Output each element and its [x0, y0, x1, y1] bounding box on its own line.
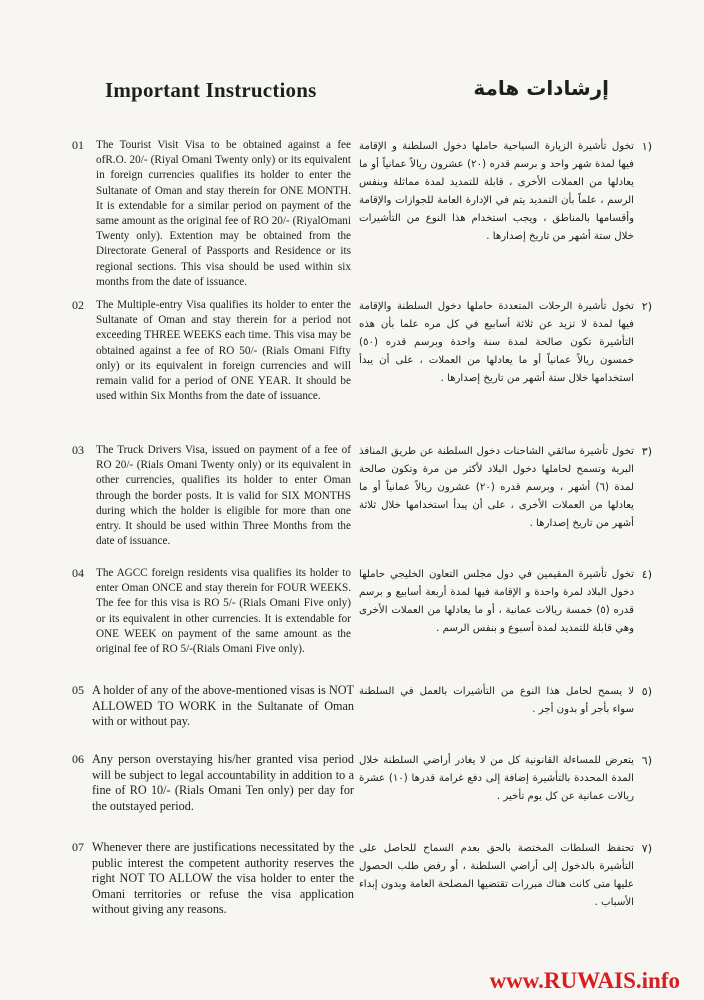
title-english: Important Instructions: [105, 78, 317, 102]
item-text-arabic: يتعرض للمساءلة القانونية كل من لا يغادر أراضي السلطنة خلال المدة المحددة بالتأشيرة إضافة إلى دفع غرامة قدرها (١٠) عشرة ريالات عمانية عن كل يوم تأخير .: [359, 755, 634, 802]
item-text-english: The AGCC foreign residents visa qualifies its holder to enter Oman ONCE and stay therein for FOUR WEEKS. The fee for this visa is RO 5/- (Rials Omani Five only) or its equivalent in other currencies. It is extendable for ONE WEEK on payment of the same amount as the original fee of RO 5/-(Rials Omani Five only).: [96, 567, 351, 656]
item-text-arabic: تحتفظ السلطات المختصة بالحق بعدم السماح للحاصل على التأشيرة بالدخول إلى أراضي السلطنة ، أو رفض طلب الحصول عليها متى كانت هناك مبررات تقتضيها المصلحة العامة وبدون إبداء الأسباب .: [359, 843, 634, 908]
item-text-arabic: لا يسمح لحامل هذا النوع من التأشيرات بالعمل في السلطنة سواء بأجر أو بدون أجر .: [359, 686, 634, 715]
item-number: 06: [72, 752, 84, 766]
item-number: 01: [72, 138, 84, 152]
item-number-arabic: ٧): [641, 842, 652, 855]
item-number-arabic: ٤): [641, 568, 652, 581]
item-text-arabic: تخول تأشيرة الزيارة السياحية حاملها دخول السلطنة و الإقامة فيها لمدة شهر واحد و برسم قدره (٢٠) عشرون ريالاً عمانياً أو ما يعادلها من العملات الأخرى ، قابلة للتمديد لمدة مماثلة وبنفس الرسم ، علماً بأن التمديد يتم في الإدارة العامة للجوازات والإقامة وأقسامها بالمناطق ، ويجب استخدام هذا النوع من التأشيرات خلال ستة أشهر من تاريخ إصدارها .: [359, 141, 635, 242]
item-number: 07: [72, 840, 84, 854]
item-text-english: A holder of any of the above-mentioned visas is NOT ALLOWED TO WORK in the Sultanate of Oman with or without pay.: [92, 683, 354, 728]
item-number: 05: [72, 683, 84, 697]
item-number: 02: [72, 298, 84, 312]
item-number: 03: [72, 443, 84, 457]
item-number-arabic: ٥): [641, 685, 652, 698]
item-text-english: The Multiple-entry Visa qualifies its holder to enter the Sultanate of Oman and stay therein for a period not exceeding THREE WEEKS each time. This visa may be obtained against a fee of RO 50/- (Rials Omani Fifty only) or its equivalent in foreign currencies and will remain valid for a period of ONE YEAR. It should be used within Six Months from the date of issuance.: [96, 299, 351, 403]
item-number-arabic: ٣): [641, 445, 652, 458]
item-text-arabic: تخول تأشيرة سائقي الشاحنات دخول السلطنة عن طريق المنافذ البرية وتسمح لحاملها دخول البلاد لأكثر من مرة وتكون صالحة لمدة (٦) أشهر ، وبرسم قدره (٢٠) عشرون ريالاً عمانياً أو ما يعادلها من العملات الأخرى ، على أن يبدأ استخدامها خلال ثلاثة أشهر من تاريخ إصدارها .: [359, 446, 634, 529]
item-number: 04: [72, 566, 84, 580]
item-text-english: Whenever there are justifications necessitated by the public interest the competent authority reserves the right NOT TO ALLOW the visa holder to enter the Omani territories or refuse the visa application without giving any reasons.: [92, 840, 354, 916]
item-text-arabic: تخول تأشيرة الرحلات المتعددة حاملها دخول السلطنة والإقامة فيها لمدة لا تزيد عن ثلاثة أسابيع في كل مره علما بأن هذه التأشيرة تكون صالحة لمدة سنة واحدة وبرسم قدره (٥٠) خمسون ريالاً عمانياً أو ما يعادلها من العملات ، على أن يبدأ استخدامها خلال ستة أشهر من تاريخ إصدارها .: [359, 301, 634, 384]
item-text-english: Any person overstaying his/her granted visa period will be subject to legal accountability in addition to a fine of RO 10/- (Rials Omani Ten only) per day for the outstayed period.: [92, 752, 354, 813]
title-arabic: إرشادات هامة: [473, 76, 609, 100]
item-number-arabic: ١): [641, 140, 652, 153]
item-number-arabic: ٢): [641, 300, 652, 313]
item-text-arabic: تخول تأشيرة المقيمين في دول مجلس التعاون الخليجي حاملها دخول البلاد لمرة واحدة و الإقامة فيها لمدة أربعة أسابيع و برسم قدره (٥) خمسة ريالات عمانية ، أو ما يعادلها من العملات الأخرى وهي قابلة للتمديد لمدة أسبوع و بنفس الرسم .: [359, 569, 634, 634]
item-text-english: The Truck Drivers Visa, issued on payment of a fee of RO 20/- (Rials Omani Twenty only) or its equivalent in other currencies, qualifies its holder to enter Oman through the border posts. It is valid for SIX MONTHS during which the holder is eligible for more than one entry. It should be used within Three Months from the date of issuance.: [96, 444, 351, 548]
item-text-english: The Tourist Visit Visa to be obtained against a fee ofR.O. 20/- (Riyal Omani Twenty only) or its equivalent in foreign currencies qualifies its holder to enter the Sultanate of Oman and stay therein for ONE MONTH. It is extendable for a similar period on payment of the same amount as the original fee of RO 20/- (RiyalOmani Twenty only). Extention may be obtained from the Directorate General of Passports and Residence or its regional sections. This visa should be used within six months from the date of issuance.: [96, 139, 351, 288]
item-number-arabic: ٦): [641, 754, 652, 767]
watermark-url: www.RUWAIS.info: [489, 968, 680, 993]
